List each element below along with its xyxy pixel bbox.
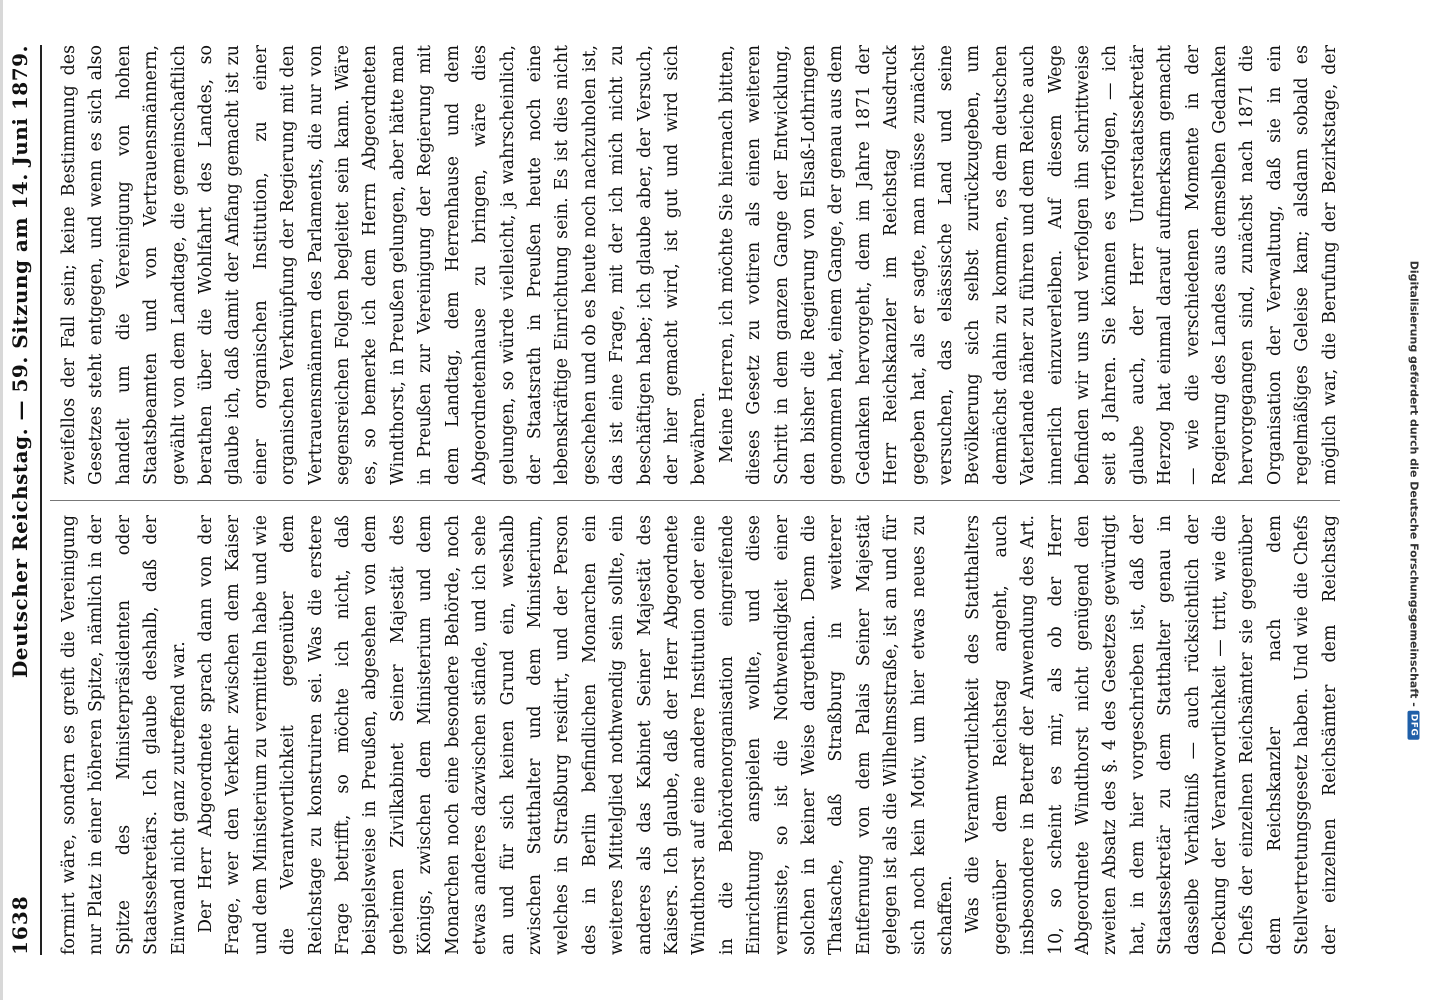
running-title: Deutscher Reichstag. — 59. Sitzung am 14. Juni 1879. xyxy=(8,45,32,679)
right-column xyxy=(56,45,1341,485)
digitization-footer xyxy=(1402,40,1426,960)
paragraph: formirt wäre, sondern es greift die Vereinigung nur Platz in einer höheren Spitze, nämlich in der Spitze des Ministerpräsidenten oder Staatssekretärs. Ich glaube deshalb, daß der Einwand nicht ganz zutreffend war. xyxy=(59,515,189,955)
paragraph: Meine Herren, ich möchte Sie hiernach bitten, dieses Gesetz zu votiren als einen weiteren Schritt in dem ganzen Gange der Entwicklung, den bisher die Regierung von Elsaß-Lothringen genommen hat, einem Gange, der genau aus dem Gedanken hervorgeht, dem im Jahre 1871 der Herr Reichskanzler im Reichstag Ausdruck gegeben hat, als er sagte, man müsse zunächst versuchen, das elsässische Land und seine Bevölkerung sich selbst zurückzugeben, um demnächst dahin zu kommen, es dem deutschen Vaterlande näher zu führen und dem Reiche auch innerlich einzuverleiben. Auf diesem Wege befinden wir uns und verfolgen ihn schrittweise seit 8 Jahren. Sie können es verfolgen, — ich glaube auch, der Herr Unterstaatssekretär Herzog hat einmal darauf aufmerksam gemacht — wie die verschiedenen Momente in der Regierung des Landes aus demselben Gedanken hervorgegangen sind, zunächst nach 1871 die Organisation der Verwaltung, daß sie in ein regelmäßiges Geleise kam; alsdann sobald es möglich war, die Berufung der Bezirkstage, der xyxy=(716,45,1340,485)
left-column xyxy=(56,515,1341,955)
paragraph: Was die Verantwortlichkeit des Statthalters gegenüber dem Reichstag angeht, auch insbesondere in Betreff der Anwendung des Art. 10, so scheint es mir, als ob der Herr Abgeordnete Windthorst nicht genügend den zweiten Absatz des §. 4 des Gesetzes gewürdigt hat, in dem hier vorgeschrieben ist, daß der Staatssekretär zu dem Statthalter genau in dasselbe Verhältniß — auch rücksichtlich der Deckung der Verantwortlichkeit — tritt, wie die Chefs der einzelnen Reichsämter sie gegenüber dem Reichskanzler nach dem Stellvertretungsgesetz haben. Und wie die Chefs der einzelnen Reichsämter dem Reichstag xyxy=(963,515,1340,955)
page-number: 1638 xyxy=(8,895,32,955)
funding-credit: Digitalisierung gefördert durch die Deutsche Forschungsgemeinschaft - xyxy=(1407,260,1421,707)
page-header xyxy=(0,45,42,955)
paragraph: zweifellos der Fall sein; keine Bestimmung des Gesetzes steht entgegen, und wenn es sich also handelt um die Vereinigung von hohen Staatsbeamten und von Vertrauensmännern, gewählt von dem Landtage, die gemeinschaftlich berathen über die Wohlfahrt des Landes, so glaube ich, daß damit der Anfang gemacht ist zu einer organischen Institution, zu einer organischen Verknüpfung der Regierung mit den Vertrauensmännern des Parlaments, die nur von segensreichen Folgen begleitet sein kann. Wäre es, so bemerke ich dem Herrn Abgeordneten Windthorst, in Preußen gelungen, aber hätte man in Preußen zur Vereinigung der Regierung mit dem Landtag, dem Herrenhause und dem Abgeordnetenhause zu bringen, wäre dies gelungen, so würde vielleicht, ja wahrscheinlich, der Staatsrath in Preußen heute noch eine lebenskräftige Einrichtung sein. Es ist dies nicht geschehen und ob es heute noch nachzuholen ist, das ist eine Frage, mit der ich mich nicht zu beschäftigen habe; ich glaube aber, der Versuch, der hier gemacht wird, ist gut und wird sich bewähren. xyxy=(59,45,710,485)
dfg-logo: DFG xyxy=(1408,711,1420,740)
rotated-page-content xyxy=(0,45,1350,955)
column-divider xyxy=(50,500,1340,501)
paragraph: Der Herr Abgeordnete sprach dann von der Frage, wer den Verkehr zwischen dem Kaiser und dem Ministerium zu vermitteln habe und wie die Verantwortlichkeit gegenüber dem Reichstage zu konstruiren sei. Was die erstere Frage betrifft, so möchte ich nicht, daß beispielsweise in Preußen, abgesehen von dem geheimen Zivilkabinet Seiner Majestät des Königs, zwischen dem Ministerium und dem Monarchen noch eine besondere Behörde, noch etwas anderes dazwischen stände, und ich sehe an und für sich keinen Grund ein, weshalb zwischen Statthalter und dem Ministerium, welches in Straßburg residirt, und der Person des in Berlin befindlichen Monarchen ein weiteres Mittelglied nothwendig sein sollte, ein anderes als das Kabinet Seiner Majestät des Kaisers. Ich glaube, daß der Herr Abgeordnete Windthorst auf eine andere Institution oder eine in die Behördenorganisation eingreifende Einrichtung anspielen wollte, und diese vermisste, so ist die Nothwendigkeit einer solchen in keiner Weise dargethan. Denn die Thatsache, daß Straßburg in weiterer Entfernung von dem Palais Seiner Majestät gelegen ist als die Wilhelmsstraße, ist an und für sich noch kein Motiv, um hier etwas neues zu schaffen. xyxy=(196,515,956,955)
